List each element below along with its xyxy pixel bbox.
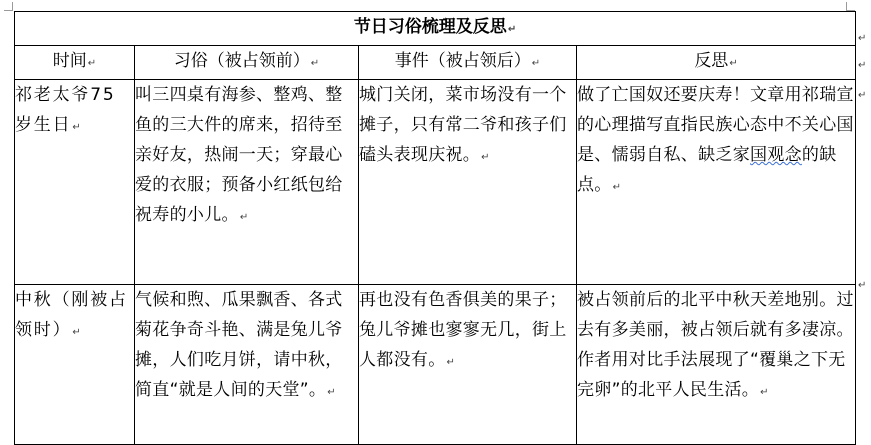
return-mark: ↵ bbox=[507, 24, 517, 35]
header-time: 时间 bbox=[52, 51, 87, 71]
row-end-mark: ↵ bbox=[858, 33, 867, 44]
return-mark: ↵ bbox=[72, 122, 83, 133]
return-mark: ↵ bbox=[327, 387, 336, 398]
return-mark: ↵ bbox=[760, 387, 769, 398]
table-title: 节日习俗梳理及反思 bbox=[353, 17, 507, 37]
row1-reflection-end: 的缺点。 bbox=[577, 145, 837, 195]
table-row bbox=[15, 285, 856, 445]
custom-summary-table bbox=[14, 11, 856, 445]
page-corner-mark-left bbox=[4, 2, 13, 11]
table-row bbox=[15, 80, 856, 285]
header-cell-event[interactable] bbox=[359, 46, 577, 80]
return-mark: ↵ bbox=[239, 212, 249, 223]
page-corner-mark-right bbox=[846, 2, 855, 11]
row1-custom-cell[interactable] bbox=[135, 80, 359, 285]
return-mark: ↵ bbox=[87, 58, 97, 69]
row2-time-cell[interactable] bbox=[15, 285, 135, 445]
row2-custom-cell[interactable] bbox=[135, 285, 359, 445]
row1-event: 城门关闭，菜市场没有一个摊子，只有常二爷和孩子们磕头表现庆祝。 bbox=[359, 85, 567, 165]
header-event: 事件（被占领后） bbox=[394, 51, 531, 71]
row2-reflection: 被占领前后的北平中秋天差地别。过去有多美丽，被占领后就有多凄凉。作者用对比手法展现了“覆巢之下无完卵”的北平人民生活。 bbox=[577, 290, 854, 400]
row2-reflection-cell[interactable] bbox=[577, 285, 856, 445]
return-mark: ↵ bbox=[446, 357, 456, 368]
header-custom: 习俗（被占领前） bbox=[173, 51, 310, 71]
row2-event-cell[interactable] bbox=[359, 285, 577, 445]
row1-event-cell[interactable] bbox=[359, 80, 577, 285]
header-row bbox=[15, 46, 856, 80]
return-mark: ↵ bbox=[310, 58, 320, 69]
return-mark: ↵ bbox=[612, 182, 622, 193]
return-mark: ↵ bbox=[729, 58, 738, 69]
row2-time: 中秋（刚被占领时） bbox=[15, 290, 128, 340]
row1-time-cell[interactable] bbox=[15, 80, 135, 285]
row1-reflection-cell[interactable] bbox=[577, 80, 856, 285]
row-end-mark: ↵ bbox=[858, 280, 867, 291]
row1-time: 祁老太爷75岁生日 bbox=[15, 85, 116, 135]
row2-event: 再也没有色香俱美的果子；兔儿爷摊也寥寥无几，街上人都没有。 bbox=[359, 290, 567, 370]
row1-reflection-text: 做了亡国奴还要庆寿！文章用祁瑞宣的心理描写直指民族心态中不关心国是、懦弱自私、缺乏家 bbox=[577, 85, 854, 165]
table-title-cell[interactable] bbox=[15, 12, 856, 46]
header-reflection: 反思 bbox=[694, 51, 729, 71]
row-end-mark: ↵ bbox=[858, 90, 867, 101]
row1-custom: 叫三四桌有海参、整鸡、整鱼的三大件的席来，招待至亲好友，热闹一天；穿最心爱的衣服；预备小红纸包给祝寿的小儿。 bbox=[135, 85, 343, 225]
row2-custom: 气候和煦、瓜果飘香、各式菊花争奇斗艳、满是兔儿爷摊，人们吃月饼，请中秋，简直“就是人间的天堂”。 bbox=[135, 290, 343, 400]
spellcheck-squiggle-text: 国观念 bbox=[750, 145, 802, 165]
header-cell-reflection[interactable] bbox=[577, 46, 856, 80]
header-cell-custom[interactable] bbox=[135, 46, 359, 80]
return-mark: ↵ bbox=[481, 152, 490, 163]
header-cell-time[interactable] bbox=[15, 46, 135, 80]
return-mark: ↵ bbox=[72, 327, 83, 338]
table-title-row bbox=[15, 12, 856, 46]
row-end-mark: ↵ bbox=[858, 60, 867, 71]
return-mark: ↵ bbox=[531, 58, 541, 69]
